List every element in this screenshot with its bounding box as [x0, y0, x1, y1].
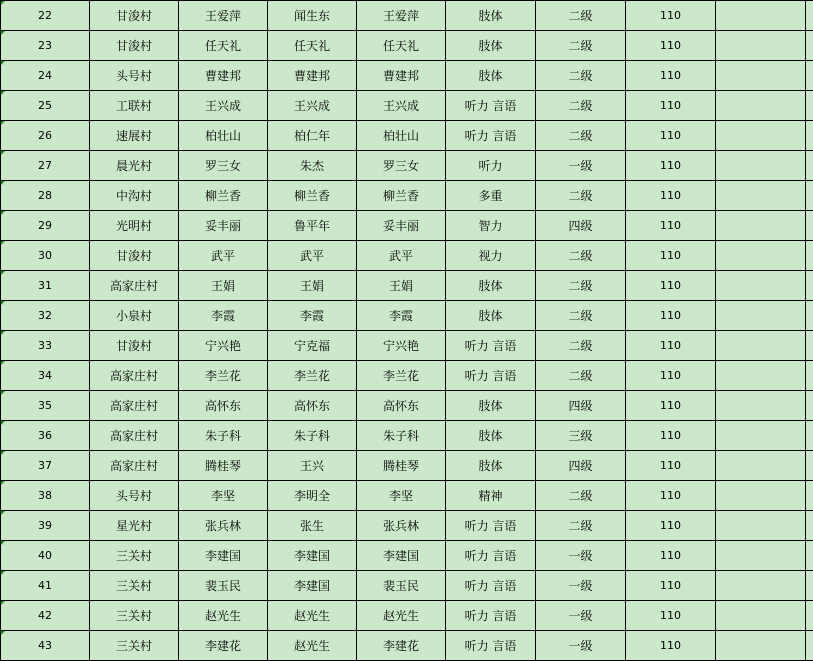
village-cell[interactable]: 甘浚村 — [90, 31, 179, 61]
name-cell[interactable]: 赵光生 — [179, 601, 268, 631]
guardian-cell[interactable]: 鲁平年 — [268, 211, 357, 241]
table-row — [1, 271, 813, 301]
village-cell[interactable]: 星光村 — [90, 511, 179, 541]
name-cell[interactable]: 张兵林 — [179, 511, 268, 541]
payee-cell[interactable]: 李建国 — [357, 541, 446, 571]
payee-cell[interactable]: 李坚 — [357, 481, 446, 511]
amount-cell[interactable]: 110 — [626, 91, 716, 121]
village-cell[interactable]: 甘浚村 — [90, 331, 179, 361]
payee-cell[interactable]: 武平 — [357, 241, 446, 271]
note-cell[interactable] — [716, 91, 806, 121]
amount-cell[interactable]: 110 — [626, 481, 716, 511]
row-number-cell[interactable]: 25 — [1, 91, 90, 121]
disability-level-cell[interactable]: 二级 — [536, 481, 626, 511]
table-row — [1, 511, 813, 541]
disability-type-cell[interactable]: 听力 言语 — [446, 571, 536, 601]
guardian-cell[interactable]: 李兰花 — [268, 361, 357, 391]
row-number-cell[interactable]: 30 — [1, 241, 90, 271]
payee-cell[interactable]: 妥丰丽 — [357, 211, 446, 241]
disability-type-cell[interactable]: 肢体 — [446, 451, 536, 481]
row-number-cell[interactable]: 38 — [1, 481, 90, 511]
table-row — [1, 181, 813, 211]
guardian-cell[interactable]: 王兴成 — [268, 91, 357, 121]
empty-cell[interactable] — [806, 301, 813, 331]
disability-type-cell[interactable]: 听力 言语 — [446, 331, 536, 361]
amount-cell[interactable]: 110 — [626, 151, 716, 181]
table-row — [1, 361, 813, 391]
name-cell[interactable]: 李坚 — [179, 481, 268, 511]
empty-cell[interactable] — [806, 31, 813, 61]
table-row — [1, 571, 813, 601]
amount-cell[interactable]: 110 — [626, 541, 716, 571]
note-cell[interactable] — [716, 481, 806, 511]
guardian-cell[interactable]: 李霞 — [268, 301, 357, 331]
row-number-cell[interactable]: 37 — [1, 451, 90, 481]
row-number-cell[interactable]: 40 — [1, 541, 90, 571]
empty-cell[interactable] — [806, 61, 813, 91]
guardian-cell[interactable]: 王娟 — [268, 271, 357, 301]
disability-type-cell[interactable]: 精神 — [446, 481, 536, 511]
name-cell[interactable]: 柏壮山 — [179, 121, 268, 151]
empty-cell[interactable] — [806, 151, 813, 181]
disability-level-cell[interactable]: 二级 — [536, 91, 626, 121]
name-cell[interactable]: 朱子科 — [179, 421, 268, 451]
note-cell[interactable] — [716, 61, 806, 91]
guardian-cell[interactable]: 赵光生 — [268, 631, 357, 661]
note-cell[interactable] — [716, 511, 806, 541]
amount-cell[interactable]: 110 — [626, 631, 716, 661]
disability-level-cell[interactable]: 二级 — [536, 331, 626, 361]
amount-cell[interactable]: 110 — [626, 601, 716, 631]
empty-cell[interactable] — [806, 121, 813, 151]
name-cell[interactable]: 妥丰丽 — [179, 211, 268, 241]
guardian-cell[interactable]: 任天礼 — [268, 31, 357, 61]
amount-cell[interactable]: 110 — [626, 331, 716, 361]
empty-cell[interactable] — [806, 181, 813, 211]
guardian-cell[interactable]: 柳兰香 — [268, 181, 357, 211]
amount-cell[interactable]: 110 — [626, 61, 716, 91]
note-cell[interactable] — [716, 151, 806, 181]
disability-level-cell[interactable]: 一级 — [536, 601, 626, 631]
note-cell[interactable] — [716, 541, 806, 571]
disability-level-cell[interactable]: 二级 — [536, 1, 626, 31]
village-cell[interactable]: 高家庄村 — [90, 451, 179, 481]
table-row — [1, 301, 813, 331]
payee-cell[interactable]: 李建花 — [357, 631, 446, 661]
note-cell[interactable] — [716, 571, 806, 601]
name-cell[interactable]: 裴玉民 — [179, 571, 268, 601]
name-cell[interactable]: 高怀东 — [179, 391, 268, 421]
payee-cell[interactable]: 高怀东 — [357, 391, 446, 421]
amount-cell[interactable]: 110 — [626, 361, 716, 391]
table-row — [1, 91, 813, 121]
payee-cell[interactable]: 张兵林 — [357, 511, 446, 541]
disability-type-cell[interactable]: 听力 言语 — [446, 511, 536, 541]
disability-type-cell[interactable]: 肢体 — [446, 1, 536, 31]
note-cell[interactable] — [716, 361, 806, 391]
payee-cell[interactable]: 罗三女 — [357, 151, 446, 181]
payee-cell[interactable]: 李兰花 — [357, 361, 446, 391]
disability-type-cell[interactable]: 多重 — [446, 181, 536, 211]
guardian-cell[interactable]: 李建国 — [268, 571, 357, 601]
village-cell[interactable]: 高家庄村 — [90, 271, 179, 301]
guardian-cell[interactable]: 闻生东 — [268, 1, 357, 31]
amount-cell[interactable]: 110 — [626, 31, 716, 61]
name-cell[interactable]: 李兰花 — [179, 361, 268, 391]
amount-cell[interactable]: 110 — [626, 301, 716, 331]
guardian-cell[interactable]: 张生 — [268, 511, 357, 541]
payee-cell[interactable]: 王娟 — [357, 271, 446, 301]
name-cell[interactable]: 王兴成 — [179, 91, 268, 121]
disability-level-cell[interactable]: 一级 — [536, 571, 626, 601]
guardian-cell[interactable]: 朱杰 — [268, 151, 357, 181]
village-cell[interactable]: 光明村 — [90, 211, 179, 241]
payee-cell[interactable]: 柳兰香 — [357, 181, 446, 211]
note-cell[interactable] — [716, 601, 806, 631]
disability-level-cell[interactable]: 四级 — [536, 451, 626, 481]
note-cell[interactable] — [716, 211, 806, 241]
empty-cell[interactable] — [806, 361, 813, 391]
disability-type-cell[interactable]: 智力 — [446, 211, 536, 241]
amount-cell[interactable]: 110 — [626, 271, 716, 301]
note-cell[interactable] — [716, 301, 806, 331]
amount-cell[interactable]: 110 — [626, 121, 716, 151]
empty-cell[interactable] — [806, 451, 813, 481]
note-cell[interactable] — [716, 331, 806, 361]
payee-cell[interactable]: 曹建邦 — [357, 61, 446, 91]
amount-cell[interactable]: 110 — [626, 451, 716, 481]
village-cell[interactable]: 晨光村 — [90, 151, 179, 181]
empty-cell[interactable] — [806, 481, 813, 511]
disability-type-cell[interactable]: 听力 言语 — [446, 601, 536, 631]
disability-type-cell[interactable]: 听力 言语 — [446, 361, 536, 391]
note-cell[interactable] — [716, 1, 806, 31]
row-number-cell[interactable]: 36 — [1, 421, 90, 451]
table-row — [1, 601, 813, 631]
disability-level-cell[interactable]: 二级 — [536, 121, 626, 151]
village-cell[interactable]: 高家庄村 — [90, 421, 179, 451]
village-cell[interactable]: 头号村 — [90, 481, 179, 511]
disability-type-cell[interactable]: 肢体 — [446, 271, 536, 301]
row-number-cell[interactable]: 31 — [1, 271, 90, 301]
row-number-cell[interactable]: 28 — [1, 181, 90, 211]
empty-cell[interactable] — [806, 631, 813, 661]
guardian-cell[interactable]: 赵光生 — [268, 601, 357, 631]
village-cell[interactable]: 三关村 — [90, 631, 179, 661]
table-row — [1, 1, 813, 31]
village-cell[interactable]: 高家庄村 — [90, 391, 179, 421]
empty-cell[interactable] — [806, 421, 813, 451]
amount-cell[interactable]: 110 — [626, 1, 716, 31]
guardian-cell[interactable]: 王兴 — [268, 451, 357, 481]
row-number-cell[interactable]: 27 — [1, 151, 90, 181]
empty-cell[interactable] — [806, 571, 813, 601]
village-cell[interactable]: 高家庄村 — [90, 361, 179, 391]
payee-cell[interactable]: 任天礼 — [357, 31, 446, 61]
amount-cell[interactable]: 110 — [626, 211, 716, 241]
name-cell[interactable]: 王娟 — [179, 271, 268, 301]
village-cell[interactable]: 小泉村 — [90, 301, 179, 331]
guardian-cell[interactable]: 柏仁年 — [268, 121, 357, 151]
table-row — [1, 481, 813, 511]
note-cell[interactable] — [716, 271, 806, 301]
disability-type-cell[interactable]: 听力 言语 — [446, 91, 536, 121]
empty-cell[interactable] — [806, 511, 813, 541]
row-number-cell[interactable]: 35 — [1, 391, 90, 421]
name-cell[interactable]: 曹建邦 — [179, 61, 268, 91]
disability-type-cell[interactable]: 肢体 — [446, 391, 536, 421]
name-cell[interactable]: 罗三女 — [179, 151, 268, 181]
village-cell[interactable]: 甘浚村 — [90, 241, 179, 271]
disability-level-cell[interactable]: 四级 — [536, 211, 626, 241]
name-cell[interactable]: 任天礼 — [179, 31, 268, 61]
disability-level-cell[interactable]: 二级 — [536, 181, 626, 211]
guardian-cell[interactable]: 李明全 — [268, 481, 357, 511]
payee-cell[interactable]: 裴玉民 — [357, 571, 446, 601]
disability-level-cell[interactable]: 一级 — [536, 151, 626, 181]
table-row — [1, 631, 813, 661]
payee-cell[interactable]: 赵光生 — [357, 601, 446, 631]
row-number-cell[interactable]: 29 — [1, 211, 90, 241]
payee-cell[interactable]: 腾桂琴 — [357, 451, 446, 481]
amount-cell[interactable]: 110 — [626, 511, 716, 541]
empty-cell[interactable] — [806, 1, 813, 31]
row-number-cell[interactable]: 41 — [1, 571, 90, 601]
guardian-cell[interactable]: 曹建邦 — [268, 61, 357, 91]
name-cell[interactable]: 柳兰香 — [179, 181, 268, 211]
payee-cell[interactable]: 王爱萍 — [357, 1, 446, 31]
table-row — [1, 121, 813, 151]
empty-cell[interactable] — [806, 241, 813, 271]
row-number-cell[interactable]: 32 — [1, 301, 90, 331]
disability-type-cell[interactable]: 听力 言语 — [446, 631, 536, 661]
table-row — [1, 421, 813, 451]
disability-level-cell[interactable]: 一级 — [536, 631, 626, 661]
disability-level-cell[interactable]: 二级 — [536, 61, 626, 91]
amount-cell[interactable]: 110 — [626, 181, 716, 211]
name-cell[interactable]: 李建花 — [179, 631, 268, 661]
amount-cell[interactable]: 110 — [626, 571, 716, 601]
guardian-cell[interactable]: 高怀东 — [268, 391, 357, 421]
empty-cell[interactable] — [806, 271, 813, 301]
disability-level-cell[interactable]: 二级 — [536, 511, 626, 541]
row-number-cell[interactable]: 43 — [1, 631, 90, 661]
table-body — [1, 1, 813, 661]
name-cell[interactable]: 王爱萍 — [179, 1, 268, 31]
empty-cell[interactable] — [806, 601, 813, 631]
table-row — [1, 211, 813, 241]
name-cell[interactable]: 李建国 — [179, 541, 268, 571]
empty-cell[interactable] — [806, 211, 813, 241]
amount-cell[interactable]: 110 — [626, 241, 716, 271]
guardian-cell[interactable]: 宁克福 — [268, 331, 357, 361]
village-cell[interactable]: 三关村 — [90, 541, 179, 571]
disability-type-cell[interactable]: 肢体 — [446, 61, 536, 91]
disability-type-cell[interactable]: 听力 言语 — [446, 121, 536, 151]
note-cell[interactable] — [716, 121, 806, 151]
disability-level-cell[interactable]: 四级 — [536, 391, 626, 421]
payee-cell[interactable]: 柏壮山 — [357, 121, 446, 151]
payee-cell[interactable]: 朱子科 — [357, 421, 446, 451]
row-number-cell[interactable]: 33 — [1, 331, 90, 361]
table-row — [1, 331, 813, 361]
table-row — [1, 541, 813, 571]
payee-cell[interactable]: 王兴成 — [357, 91, 446, 121]
guardian-cell[interactable]: 武平 — [268, 241, 357, 271]
row-number-cell[interactable]: 24 — [1, 61, 90, 91]
disability-type-cell[interactable]: 视力 — [446, 241, 536, 271]
guardian-cell[interactable]: 李建国 — [268, 541, 357, 571]
table-row — [1, 61, 813, 91]
name-cell[interactable]: 腾桂琴 — [179, 451, 268, 481]
amount-cell[interactable]: 110 — [626, 391, 716, 421]
village-cell[interactable]: 头号村 — [90, 61, 179, 91]
disability-level-cell[interactable]: 二级 — [536, 301, 626, 331]
table-row — [1, 241, 813, 271]
village-cell[interactable]: 三关村 — [90, 601, 179, 631]
name-cell[interactable]: 宁兴艳 — [179, 331, 268, 361]
disability-type-cell[interactable]: 听力 — [446, 151, 536, 181]
village-cell[interactable]: 甘浚村 — [90, 1, 179, 31]
disability-level-cell[interactable]: 一级 — [536, 541, 626, 571]
disability-level-cell[interactable]: 二级 — [536, 241, 626, 271]
disability-level-cell[interactable]: 二级 — [536, 31, 626, 61]
table-row — [1, 151, 813, 181]
name-cell[interactable]: 李霞 — [179, 301, 268, 331]
empty-cell[interactable] — [806, 541, 813, 571]
empty-cell[interactable] — [806, 91, 813, 121]
empty-cell[interactable] — [806, 331, 813, 361]
table-row — [1, 391, 813, 421]
table-row — [1, 451, 813, 481]
note-cell[interactable] — [716, 631, 806, 661]
name-cell[interactable]: 武平 — [179, 241, 268, 271]
note-cell[interactable] — [716, 421, 806, 451]
row-number-cell[interactable]: 23 — [1, 31, 90, 61]
payee-cell[interactable]: 宁兴艳 — [357, 331, 446, 361]
disability-type-cell[interactable]: 肢体 — [446, 301, 536, 331]
disability-type-cell[interactable]: 肢体 — [446, 31, 536, 61]
payee-cell[interactable]: 李霞 — [357, 301, 446, 331]
disability-level-cell[interactable]: 二级 — [536, 271, 626, 301]
row-number-cell[interactable]: 39 — [1, 511, 90, 541]
village-cell[interactable]: 工联村 — [90, 91, 179, 121]
note-cell[interactable] — [716, 31, 806, 61]
disability-level-cell[interactable]: 三级 — [536, 421, 626, 451]
village-cell[interactable]: 速展村 — [90, 121, 179, 151]
guardian-cell[interactable]: 朱子科 — [268, 421, 357, 451]
disability-type-cell[interactable]: 听力 言语 — [446, 541, 536, 571]
empty-cell[interactable] — [806, 391, 813, 421]
village-cell[interactable]: 三关村 — [90, 571, 179, 601]
row-number-cell[interactable]: 34 — [1, 361, 90, 391]
row-number-cell[interactable]: 22 — [1, 1, 90, 31]
row-number-cell[interactable]: 26 — [1, 121, 90, 151]
table-row — [1, 31, 813, 61]
note-cell[interactable] — [716, 181, 806, 211]
note-cell[interactable] — [716, 391, 806, 421]
note-cell[interactable] — [716, 241, 806, 271]
note-cell[interactable] — [716, 451, 806, 481]
row-number-cell[interactable]: 42 — [1, 601, 90, 631]
amount-cell[interactable]: 110 — [626, 421, 716, 451]
disability-type-cell[interactable]: 肢体 — [446, 421, 536, 451]
disability-level-cell[interactable]: 二级 — [536, 361, 626, 391]
village-cell[interactable]: 中沟村 — [90, 181, 179, 211]
